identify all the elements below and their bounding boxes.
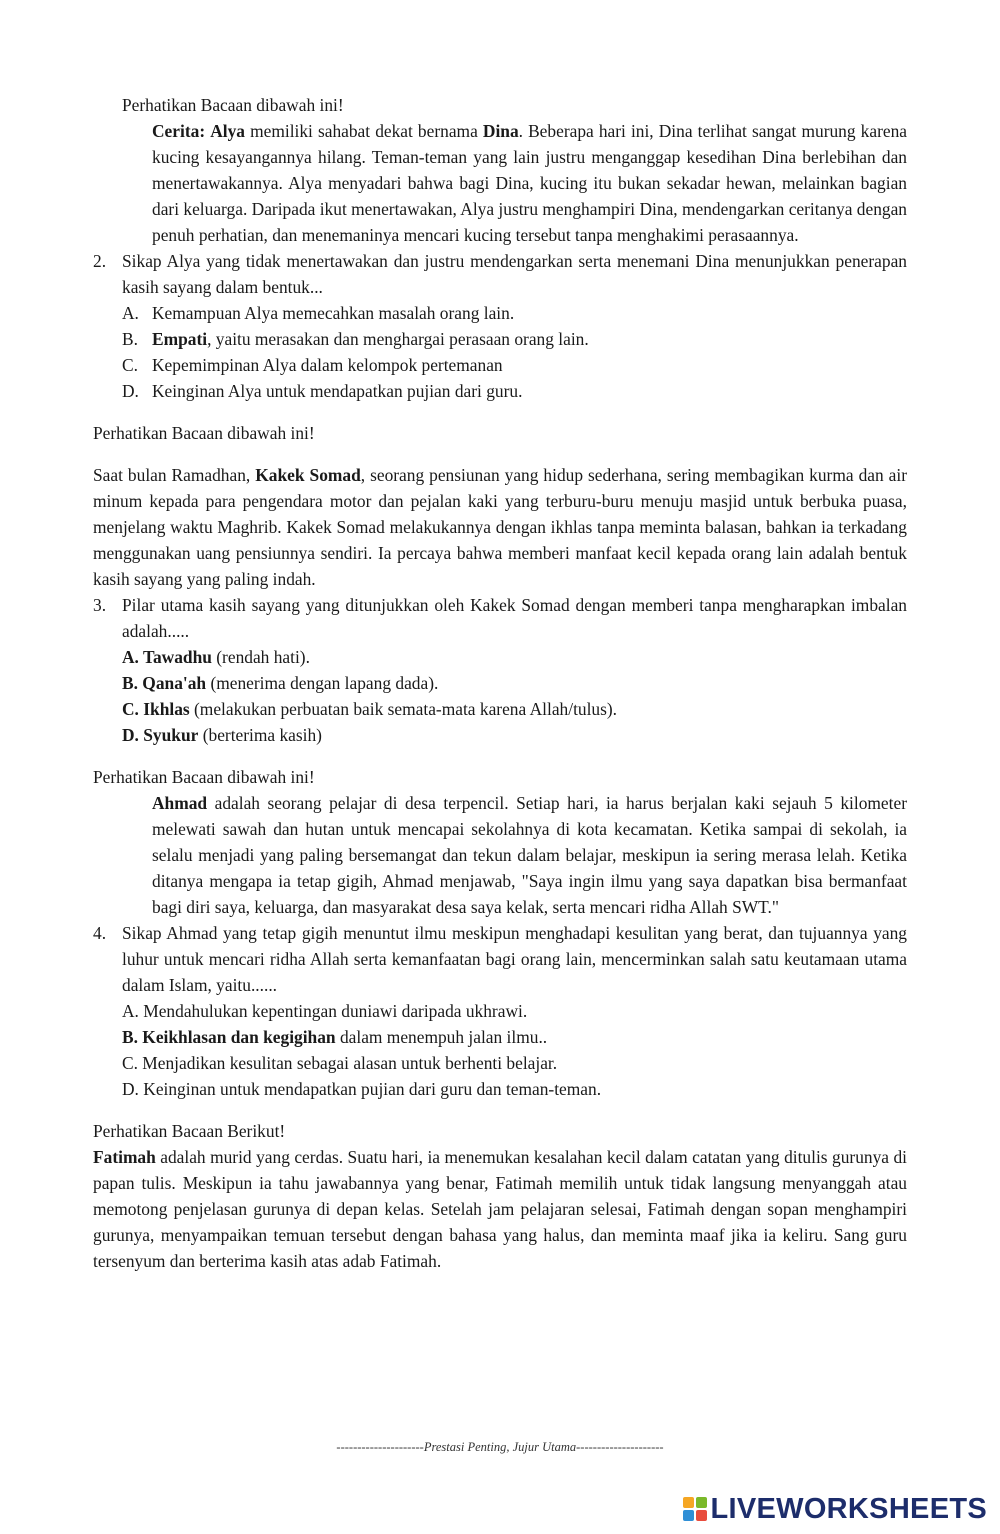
question-4 bbox=[93, 920, 907, 998]
worksheet-page bbox=[93, 92, 907, 1274]
story-name-ahmad: Ahmad bbox=[152, 793, 208, 813]
option-a[interactable]: A. Tawadhu (rendah hati). bbox=[122, 647, 310, 667]
section2-heading: Perhatikan Bacaan dibawah ini! bbox=[93, 423, 315, 443]
section1-story: Cerita: Alya memiliki sahabat dekat bernama Dina. Beberapa hari ini, Dina terlihat sangat murung karena kucing kesayangannya hilang. Teman-teman yang lain justru menganggap kesedihan Dina berlebihan dan menertawakannya. Alya menyadari bahwa bagi Dina, kucing itu bukan sekadar hewan, melainkan bagian dari keluarga. Daripada ikut menertawakan, Alya justru menghampiri Dina, mendengarkan ceritanya dengan penuh perhatian, dan menemaninya mencari kucing tersebut tanpa menghakimi perasaannya. bbox=[152, 121, 907, 245]
section4-heading: Perhatikan Bacaan Berikut! bbox=[93, 1121, 286, 1141]
question-number: 2. bbox=[93, 251, 107, 271]
question-3 bbox=[93, 592, 907, 644]
option-b[interactable]: B. Qana'ah (menerima dengan lapang dada). bbox=[122, 673, 439, 693]
question-number: 4. bbox=[93, 923, 107, 943]
logo-square-2 bbox=[696, 1497, 707, 1508]
option-a[interactable]: A. Kemampuan Alya memecahkan masalah orang lain. bbox=[122, 303, 515, 323]
option-c[interactable]: C. Ikhlas (melakukan perbuatan baik semata-mata karena Allah/tulus). bbox=[122, 699, 618, 719]
logo-square-1 bbox=[683, 1497, 694, 1508]
question-text: Sikap Ahmad yang tetap gigih menuntut ilmu meskipun menghadapi kesulitan yang berat, dan tujuannya yang luhur untuk mencari ridha Allah serta kemanfaatan bagi orang lain, mencerminkan salah satu keutamaan utama dalam Islam, yaitu...... bbox=[122, 923, 907, 995]
liveworksheets-brand bbox=[683, 1494, 988, 1524]
option-b[interactable]: B. Empati, yaitu merasakan dan menghargai perasaan orang lain. bbox=[122, 329, 589, 349]
story-name-dina: Dina bbox=[482, 121, 519, 141]
section3-story: Ahmad adalah seorang pelajar di desa terpencil. Setiap hari, ia harus berjalan kaki sejauh 5 kilometer melewati sawah dan hutan untuk mencapai sekolahnya di kota kecamatan. Ketika sampai di sekolah, ia selalu menjadi yang paling bersemangat dan tekun dalam belajar, meskipun ia sering merasa lelah. Ketika ditanya mengapa ia tetap gigih, Ahmad menjawab, "Saya ingin ilmu yang saya dapatkan bisa bermanfaat bagi diri saya, keluarga, dan masyarakat desa saya kelak, serta mencari ridha Allah SWT." bbox=[152, 793, 907, 917]
option-d[interactable]: D. Keinginan Alya untuk mendapatkan pujian dari guru. bbox=[122, 381, 523, 401]
section4-story: Fatimah adalah murid yang cerdas. Suatu hari, ia menemukan kesalahan kecil dalam catatan yang ditulis gurunya di papan tulis. Meskipun ia tahu jawabannya yang benar, Fatimah memilih untuk tidak langsung menyanggah atau memotong penjelasan gurunya di depan kelas. Setelah jam pelajaran selesai, Fatimah dengan sopan menghampiri gurunya, menyampaikan temuan tersebut dengan bahasa yang halus, dan meminta maaf jika ia keliru. Sang guru tersenyum dan berterima kasih atas adab Fatimah. bbox=[93, 1147, 907, 1271]
option-d[interactable]: D. Keinginan untuk mendapatkan pujian dari guru dan teman-teman. bbox=[122, 1079, 602, 1099]
logo-square-4 bbox=[696, 1510, 707, 1521]
question-text: Sikap Alya yang tidak menertawakan dan justru mendengarkan serta menemani Dina menunjukkan penerapan kasih sayang dalam bentuk... bbox=[122, 251, 907, 297]
story-name-kakek-somad: Kakek Somad bbox=[255, 465, 361, 485]
liveworksheets-logo-icon bbox=[683, 1497, 707, 1521]
story-label: Cerita: bbox=[152, 121, 206, 141]
story-name-alya: Alya bbox=[210, 121, 245, 141]
option-b[interactable]: B. Keikhlasan dan kegigihan dalam menempuh jalan ilmu.. bbox=[122, 1027, 548, 1047]
section3-heading: Perhatikan Bacaan dibawah ini! bbox=[93, 767, 315, 787]
option-a[interactable]: A. Mendahulukan kepentingan duniawi daripada ukhrawi. bbox=[122, 1001, 528, 1021]
option-c[interactable]: C. Menjadikan kesulitan sebagai alasan untuk berhenti belajar. bbox=[122, 1053, 558, 1073]
page-footer: ---------------------Prestasi Penting, Jujur Utama--------------------- bbox=[336, 1440, 664, 1454]
option-c[interactable]: C. Kepemimpinan Alya dalam kelompok pertemanan bbox=[122, 355, 503, 375]
question-2-options bbox=[93, 300, 907, 404]
logo-square-3 bbox=[683, 1510, 694, 1521]
question-2 bbox=[93, 248, 907, 300]
question-4-options bbox=[93, 998, 907, 1102]
brand-name: LIVEWORKSHEETS bbox=[710, 1493, 987, 1525]
section2-story: Saat bulan Ramadhan, Kakek Somad, seorang pensiunan yang hidup sederhana, sering membagikan kurma dan air minum kepada para pengendara motor dan pejalan kaki yang terburu-buru menuju masjid untuk berbuka puasa, menjelang waktu Maghrib. Kakek Somad melakukannya dengan ikhlas tanpa meminta balasan, bahkan ia terkadang menggunakan uang pensiunnya sendiri. Ia percaya bahwa memberi manfaat kecil kepada orang lain adalah bentuk kasih sayang yang paling indah. bbox=[93, 465, 907, 589]
question-number: 3. bbox=[93, 595, 107, 615]
option-d[interactable]: D. Syukur (berterima kasih) bbox=[122, 725, 322, 745]
question-text: Pilar utama kasih sayang yang ditunjukkan oleh Kakek Somad dengan memberi tanpa mengharapkan imbalan adalah..... bbox=[122, 595, 907, 641]
question-3-options bbox=[93, 644, 907, 748]
story-name-fatimah: Fatimah bbox=[93, 1147, 156, 1167]
section1-heading: Perhatikan Bacaan dibawah ini! bbox=[122, 95, 344, 115]
